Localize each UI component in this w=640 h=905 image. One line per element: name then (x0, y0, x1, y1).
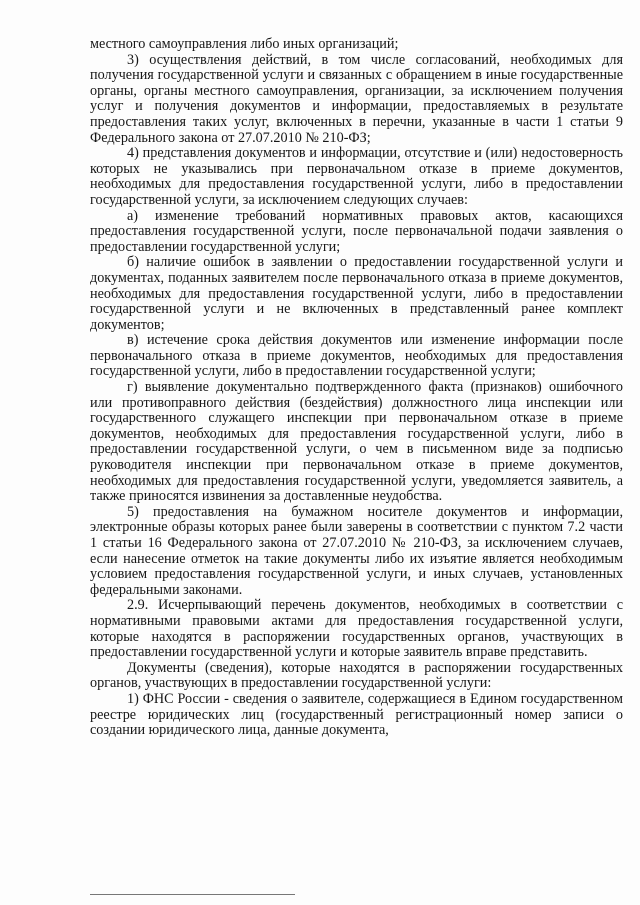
paragraph-fns-item-1: 1) ФНС России - сведения о заявителе, содержащиеся в Едином государственном реестре юридических лиц (государственный регистрационный номер записи о создании юридического лица, данные документа, (90, 690, 623, 739)
footnote-divider (90, 894, 295, 895)
paragraph-continuation: местного самоуправления либо иных организаций; (90, 36, 399, 52)
paragraph-subitem-g: г) выявление документально подтвержденного факта (признаков) ошибочного или противоправного действия (бездействия) должностного лица инспекции или государственного служащего инспекции при первоначальном отказе в приеме документов, необходимых для предоставления государственной услуги, либо в предоставлении государственной услуги, о чем в письменном виде за подписью руководителя инспекции при первоначальном отказе в приеме документов, необходимых для предоставления государственной услуги, уведомляется заявитель, а также приносятся извинения за доставленные неудобства. (90, 379, 623, 505)
document-body (90, 37, 623, 739)
paragraph-subitem-a: а) изменение требований нормативных правовых актов, касающихся предоставления государственной услуги, после первоначальной подачи заявления о предоставлении государственной услуги; (90, 207, 623, 255)
paragraph-item-5: 5) предоставления на бумажном носителе документов и информации, электронные образы которых ранее были заверены в соответствии с пунктом 7.2 части 1 статьи 16 Федерального закона от 27.07.2010 № 210-ФЗ, за исключением случаев, если нанесение отметок на такие документы либо их изъятие является необходимым условием предоставления государственной услуги, и иных случаев, установленных федеральными законами. (90, 503, 623, 598)
paragraph-subitem-b: б) наличие ошибок в заявлении о предоставлении государственной услуги и документах, поданных заявителем после первоначального отказа в приеме документов, необходимых для предоставления государственной услуги, либо в предоставлении государственной услуги и не включенных в представленный ранее комплект документов; (90, 254, 623, 333)
paragraph-item-4: 4) представления документов и информации, отсутствие и (или) недостоверность которых не указывались при первоначальном отказе в приеме документов, необходимых для предоставления государственной услуги, либо в предоставлении государственной услуги, за исключением следующих случаев: (90, 145, 623, 208)
paragraph-section-2-9: 2.9. Исчерпывающий перечень документов, необходимых в соответствии с нормативными правовыми актами для предоставления государственной услуги, которые находятся в распоряжении государственных органов, участвующих в предоставлении государственной услуги и которые заявитель вправе представить. (90, 597, 623, 661)
paragraph-subitem-v: в) истечение срока действия документов или изменение информации после первоначального отказа в приеме документов, необходимых для предоставления государственной услуги, либо в предоставлении государственной услуги; (90, 332, 623, 380)
paragraph-item-3: 3) осуществления действий, в том числе согласований, необходимых для получения государственной услуги и связанных с обращением в иные государственные органы, органы местного самоуправления, организации, за исключением получения услуг и получения документов и информации, предоставляемых в результате предоставления таких услуг, включенных в перечни, указанные в части 1 статьи 9 Федерального закона от 27.07.2010 № 210-ФЗ; (90, 51, 623, 146)
paragraph-documents-intro: Документы (сведения), которые находятся в распоряжении государственных органов, участвующих в предоставлении государственной услуги: (90, 659, 623, 692)
